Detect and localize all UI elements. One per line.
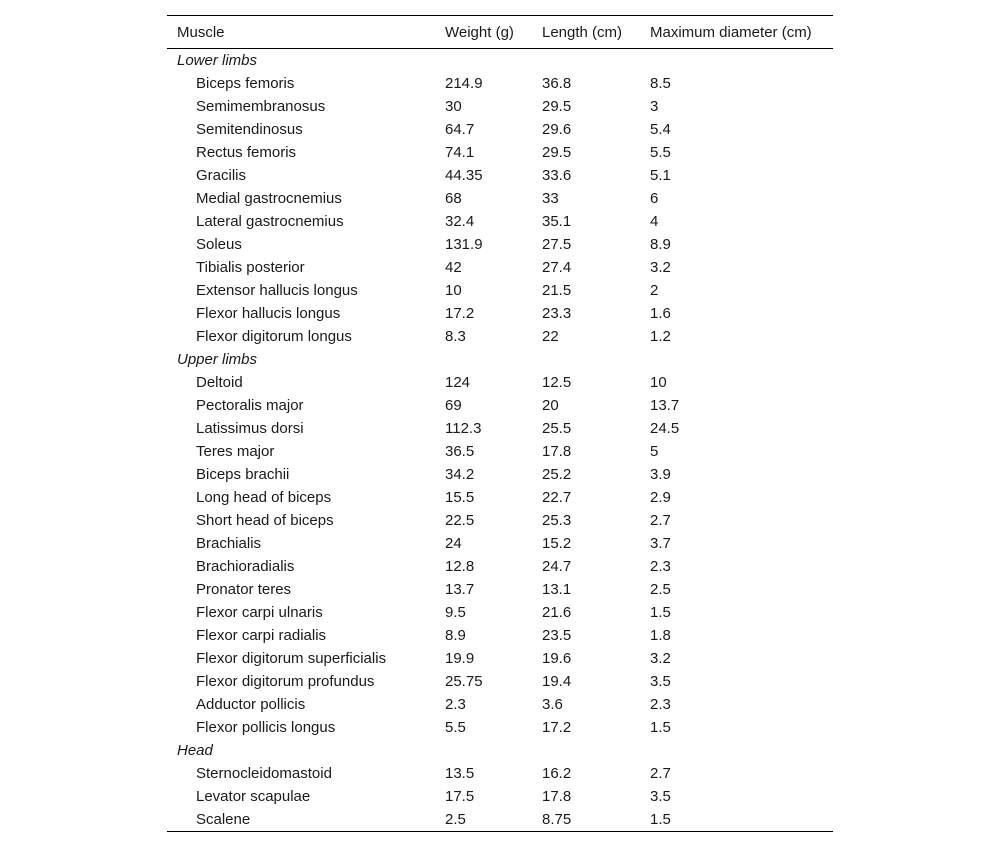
length-cell: 15.2 xyxy=(542,535,572,552)
table-row xyxy=(167,578,833,601)
length-cell: 25.5 xyxy=(542,420,572,437)
max-diameter-cell: 2.3 xyxy=(650,696,671,713)
weight-cell: 34.2 xyxy=(445,466,475,483)
group-row xyxy=(167,348,833,371)
length-cell: 24.7 xyxy=(542,558,572,575)
max-diameter-cell: 13.7 xyxy=(650,397,680,414)
length-cell: 17.2 xyxy=(542,719,572,736)
max-diameter-cell: 3.2 xyxy=(650,650,671,667)
max-diameter-cell: 5.5 xyxy=(650,144,671,161)
group-label: Lower limbs xyxy=(177,52,258,69)
group-row xyxy=(167,739,833,762)
max-diameter-cell: 2.7 xyxy=(650,512,671,529)
max-diameter-cell: 5.4 xyxy=(650,121,671,138)
length-cell: 23.5 xyxy=(542,627,572,644)
weight-cell: 124 xyxy=(445,374,471,391)
weight-cell: 30 xyxy=(445,98,462,115)
max-diameter-cell: 1.6 xyxy=(650,305,671,322)
weight-cell: 2.3 xyxy=(445,696,466,713)
muscle-name-cell: Long head of biceps xyxy=(196,489,332,506)
max-diameter-cell: 8.9 xyxy=(650,236,671,253)
table-row xyxy=(167,141,833,164)
weight-cell: 9.5 xyxy=(445,604,466,621)
length-cell: 21.5 xyxy=(542,282,572,299)
length-cell: 20 xyxy=(542,397,559,414)
weight-cell: 19.9 xyxy=(445,650,475,667)
table-body xyxy=(167,49,833,832)
header-length: Length (cm) xyxy=(542,23,623,41)
table-row xyxy=(167,486,833,509)
muscle-name-cell: Brachioradialis xyxy=(196,558,295,575)
table-row xyxy=(167,371,833,394)
weight-cell: 13.5 xyxy=(445,765,475,782)
muscle-name-cell: Short head of biceps xyxy=(196,512,334,529)
muscle-name-cell: Teres major xyxy=(196,443,275,460)
table-header xyxy=(167,16,833,49)
length-cell: 25.3 xyxy=(542,512,572,529)
muscle-name-cell: Lateral gastrocnemius xyxy=(196,213,344,230)
max-diameter-cell: 1.5 xyxy=(650,811,671,828)
table-row xyxy=(167,279,833,302)
max-diameter-cell: 3.5 xyxy=(650,788,671,805)
length-cell: 25.2 xyxy=(542,466,572,483)
length-cell: 12.5 xyxy=(542,374,572,391)
table-row xyxy=(167,233,833,256)
length-cell: 27.4 xyxy=(542,259,572,276)
table-row xyxy=(167,72,833,95)
muscle-name-cell: Semitendinosus xyxy=(196,121,303,138)
table-row xyxy=(167,693,833,716)
length-cell: 33.6 xyxy=(542,167,572,184)
weight-cell: 17.2 xyxy=(445,305,475,322)
muscle-name-cell: Biceps femoris xyxy=(196,75,295,92)
weight-cell: 13.7 xyxy=(445,581,475,598)
max-diameter-cell: 8.5 xyxy=(650,75,671,92)
max-diameter-cell: 1.8 xyxy=(650,627,671,644)
muscle-name-cell: Biceps brachii xyxy=(196,466,290,483)
muscle-name-cell: Extensor hallucis longus xyxy=(196,282,358,299)
weight-cell: 17.5 xyxy=(445,788,475,805)
muscle-data-table xyxy=(167,15,833,832)
max-diameter-cell: 2.3 xyxy=(650,558,671,575)
muscle-name-cell: Semimembranosus xyxy=(196,98,326,115)
weight-cell: 69 xyxy=(445,397,462,414)
table-row xyxy=(167,463,833,486)
muscle-name-cell: Rectus femoris xyxy=(196,144,297,161)
table-row xyxy=(167,601,833,624)
muscle-name-cell: Latissimus dorsi xyxy=(196,420,304,437)
weight-cell: 214.9 xyxy=(445,75,483,92)
length-cell: 29.6 xyxy=(542,121,572,138)
header-maximum-diameter: Maximum diameter (cm) xyxy=(650,23,812,41)
length-cell: 17.8 xyxy=(542,443,572,460)
table-row xyxy=(167,647,833,670)
muscle-name-cell: Flexor digitorum longus xyxy=(196,328,352,345)
muscle-name-cell: Tibialis posterior xyxy=(196,259,305,276)
table-row xyxy=(167,808,833,832)
weight-cell: 68 xyxy=(445,190,462,207)
table-row xyxy=(167,164,833,187)
max-diameter-cell: 1.2 xyxy=(650,328,671,345)
table-row xyxy=(167,210,833,233)
weight-cell: 42 xyxy=(445,259,462,276)
header-weight: Weight (g) xyxy=(445,23,514,41)
table-row xyxy=(167,325,833,348)
muscle-name-cell: Gracilis xyxy=(196,167,247,184)
weight-cell: 15.5 xyxy=(445,489,475,506)
weight-cell: 36.5 xyxy=(445,443,475,460)
group-label: Head xyxy=(177,742,213,759)
weight-cell: 131.9 xyxy=(445,236,483,253)
muscle-name-cell: Pronator teres xyxy=(196,581,292,598)
table-row xyxy=(167,716,833,739)
weight-cell: 2.5 xyxy=(445,811,466,828)
weight-cell: 5.5 xyxy=(445,719,466,736)
weight-cell: 24 xyxy=(445,535,462,552)
max-diameter-cell: 6 xyxy=(650,190,659,207)
max-diameter-cell: 2.5 xyxy=(650,581,671,598)
weight-cell: 32.4 xyxy=(445,213,475,230)
header-muscle: Muscle xyxy=(177,23,225,41)
max-diameter-cell: 2 xyxy=(650,282,659,299)
table-row xyxy=(167,394,833,417)
table-row xyxy=(167,256,833,279)
max-diameter-cell: 5 xyxy=(650,443,659,460)
max-diameter-cell: 5.1 xyxy=(650,167,671,184)
muscle-name-cell: Flexor hallucis longus xyxy=(196,305,341,322)
length-cell: 3.6 xyxy=(542,696,563,713)
length-cell: 29.5 xyxy=(542,98,572,115)
max-diameter-cell: 3.2 xyxy=(650,259,671,276)
length-cell: 17.8 xyxy=(542,788,572,805)
max-diameter-cell: 3.5 xyxy=(650,673,671,690)
max-diameter-cell: 1.5 xyxy=(650,719,671,736)
length-cell: 21.6 xyxy=(542,604,572,621)
muscle-name-cell: Levator scapulae xyxy=(196,788,311,805)
max-diameter-cell: 24.5 xyxy=(650,420,680,437)
muscle-name-cell: Flexor digitorum superficialis xyxy=(196,650,387,667)
muscle-name-cell: Flexor digitorum profundus xyxy=(196,673,375,690)
muscle-data-table-container xyxy=(167,15,833,832)
table-row xyxy=(167,118,833,141)
max-diameter-cell: 4 xyxy=(650,213,659,230)
max-diameter-cell: 10 xyxy=(650,374,667,391)
header-row xyxy=(167,16,833,49)
length-cell: 23.3 xyxy=(542,305,572,322)
length-cell: 33 xyxy=(542,190,559,207)
muscle-name-cell: Brachialis xyxy=(196,535,262,552)
max-diameter-cell: 3.7 xyxy=(650,535,671,552)
table-row xyxy=(167,440,833,463)
group-row xyxy=(167,49,833,73)
weight-cell: 64.7 xyxy=(445,121,475,138)
weight-cell: 25.75 xyxy=(445,673,483,690)
muscle-name-cell: Medial gastrocnemius xyxy=(196,190,342,207)
muscle-name-cell: Flexor carpi radialis xyxy=(196,627,327,644)
table-row xyxy=(167,187,833,210)
group-label: Upper limbs xyxy=(177,351,258,368)
length-cell: 13.1 xyxy=(542,581,572,598)
muscle-name-cell: Soleus xyxy=(196,236,242,253)
length-cell: 29.5 xyxy=(542,144,572,161)
length-cell: 36.8 xyxy=(542,75,572,92)
max-diameter-cell: 1.5 xyxy=(650,604,671,621)
muscle-name-cell: Sternocleidomastoid xyxy=(196,765,332,782)
weight-cell: 12.8 xyxy=(445,558,475,575)
table-row xyxy=(167,302,833,325)
table-row xyxy=(167,555,833,578)
length-cell: 35.1 xyxy=(542,213,572,230)
length-cell: 22.7 xyxy=(542,489,572,506)
table-row xyxy=(167,762,833,785)
muscle-name-cell: Flexor pollicis longus xyxy=(196,719,336,736)
table-row xyxy=(167,624,833,647)
table-row xyxy=(167,670,833,693)
length-cell: 16.2 xyxy=(542,765,572,782)
length-cell: 8.75 xyxy=(542,811,572,828)
muscle-name-cell: Pectoralis major xyxy=(196,397,304,414)
length-cell: 19.6 xyxy=(542,650,572,667)
muscle-name-cell: Deltoid xyxy=(196,374,243,391)
table-row xyxy=(167,95,833,118)
table-row xyxy=(167,509,833,532)
muscle-name-cell: Flexor carpi ulnaris xyxy=(196,604,323,621)
weight-cell: 44.35 xyxy=(445,167,483,184)
weight-cell: 8.9 xyxy=(445,627,466,644)
weight-cell: 10 xyxy=(445,282,462,299)
weight-cell: 74.1 xyxy=(445,144,475,161)
max-diameter-cell: 2.9 xyxy=(650,489,671,506)
weight-cell: 112.3 xyxy=(445,420,482,437)
muscle-name-cell: Scalene xyxy=(196,811,251,828)
weight-cell: 22.5 xyxy=(445,512,475,529)
max-diameter-cell: 3 xyxy=(650,98,659,115)
length-cell: 22 xyxy=(542,328,559,345)
max-diameter-cell: 2.7 xyxy=(650,765,671,782)
table-row xyxy=(167,532,833,555)
max-diameter-cell: 3.9 xyxy=(650,466,671,483)
length-cell: 19.4 xyxy=(542,673,572,690)
length-cell: 27.5 xyxy=(542,236,572,253)
table-row xyxy=(167,785,833,808)
table-row xyxy=(167,417,833,440)
weight-cell: 8.3 xyxy=(445,328,466,345)
muscle-name-cell: Adductor pollicis xyxy=(196,696,306,713)
